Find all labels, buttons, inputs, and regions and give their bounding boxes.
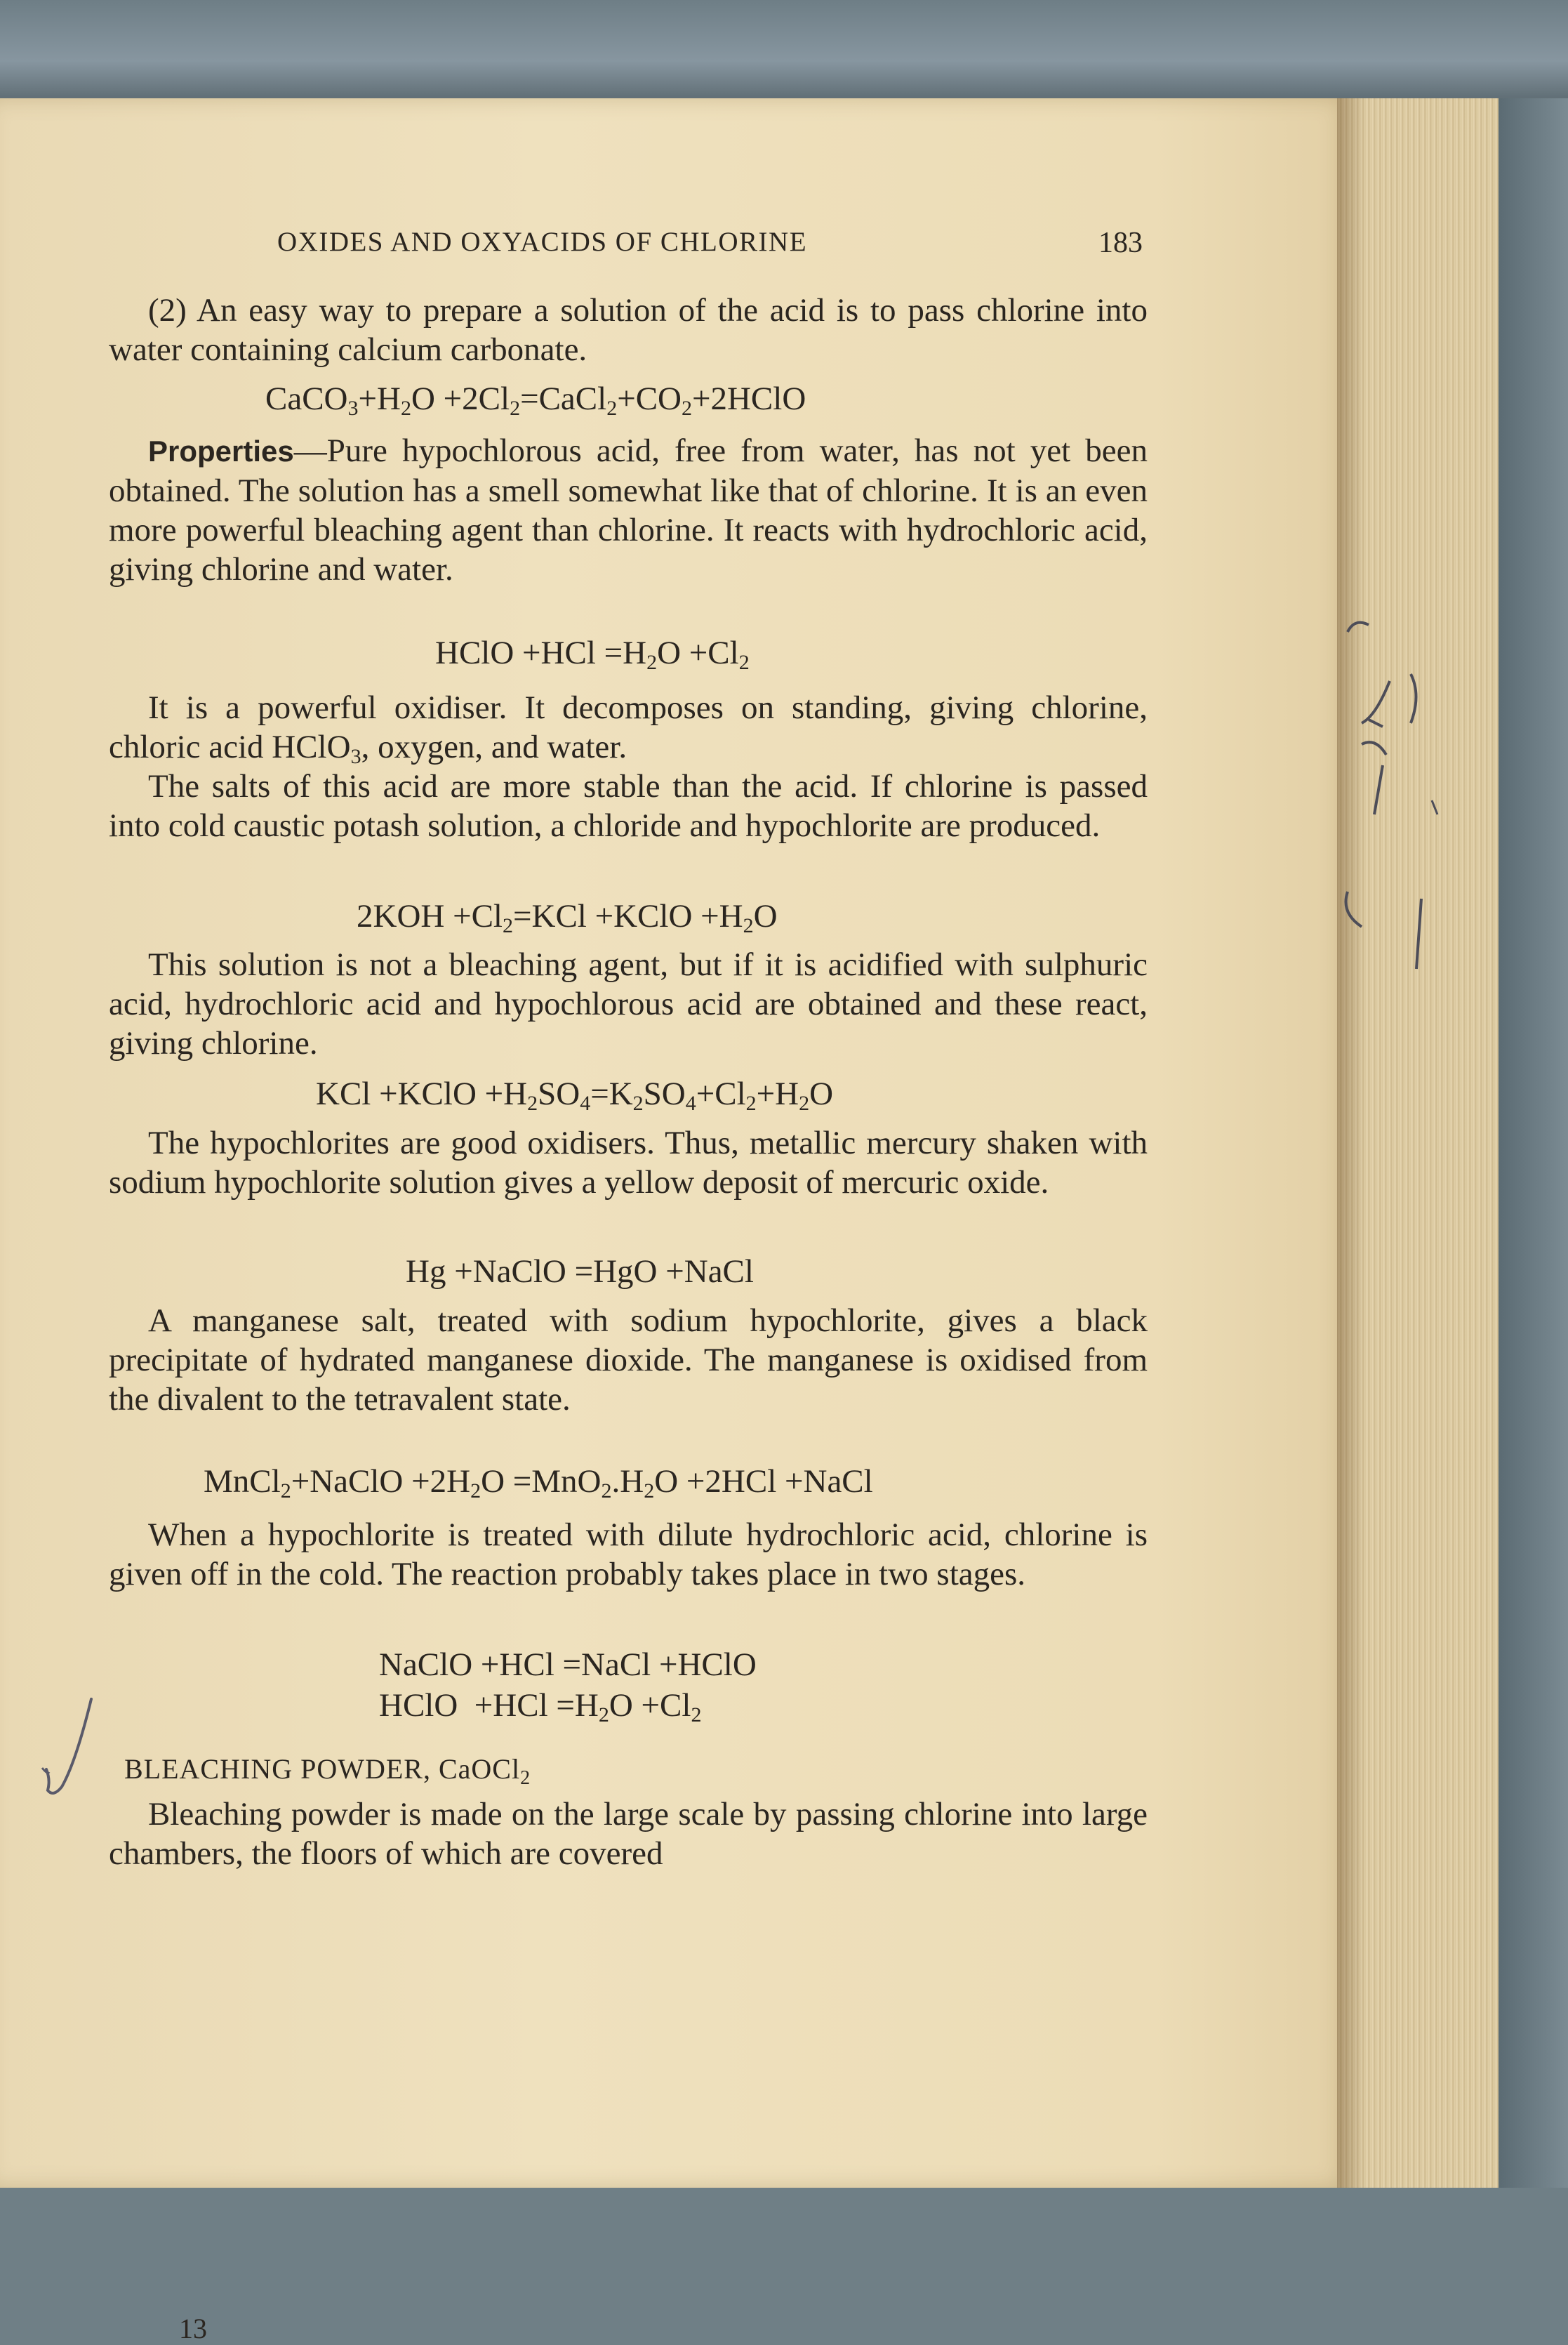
paragraph-1: (2) An easy way to prepare a solution of the acid is to pass chlorine into water containing calcium carbonate. (109, 292, 1148, 368)
cover-board-right (1499, 98, 1568, 2188)
paragraph-3: It is a powerful oxidiser. It decomposes on standing, giving chlorine, chloric acid HClO$_3$, oxygen, and water. (109, 689, 1148, 768)
equation-7a: NaClO +HCl =NaCl +HClO (379, 1646, 757, 1683)
paragraph-5: This solution is not a bleaching agent, but if it is acidified with sulphuric acid, hydrochloric acid and hypochlorous acid are obtained and these react, giving chlorine. (109, 946, 1148, 1062)
page-number: 183 (1098, 227, 1143, 259)
equation-7b: HClO $+HCl =H_2O +Cl_2$ (379, 1687, 702, 1726)
pencil-check-mark-icon (27, 1685, 104, 1804)
equation-3: $2KOH +Cl_2=KCl$ +KClO $+H_2O$ (357, 898, 778, 937)
paragraph-7: A manganese salt, treated with sodium hypochlorite, gives a black precipitate of hydrated manganese dioxide. The manganese is oxidised from the divalent to the tetravalent state. (109, 1302, 1148, 1418)
properties-lead: Properties (148, 435, 294, 468)
paragraph-9: Bleaching powder is made on the large scale by passing chlorine into large chambers, the floors of which are covered (109, 1796, 1148, 1872)
running-title: OXIDES AND OXYACIDS OF CHLORINE (277, 227, 808, 257)
paragraph-6: The hypochlorites are good oxidisers. Thus, metallic mercury shaken with sodium hypochlorite solution gives a yellow deposit of mercuric oxide. (109, 1125, 1148, 1201)
paragraph-2: Properties—Pure hypochlorous acid, free from water, has not yet been obtained. The solution has a smell somewhat like that of chlorine. It is an even more powerful bleaching agent than chlorine. It reacts with hydrochloric acid, giving chlorine and water. (109, 432, 1148, 588)
paragraph-4: The salts of this acid are more stable than the acid. If chlorine is passed into cold caustic potash solution, a chloride and hypochlorite are produced. (109, 768, 1148, 844)
gutter-shadow (1337, 98, 1365, 2188)
signature-mark: 13 (179, 2313, 207, 2344)
equation-2: HClO $+HCl =H_2O +Cl_2$ (435, 635, 750, 674)
paragraph-8: When a hypochlorite is treated with dilute hydrochloric acid, chlorine is given off in the cold. The reaction probably takes place in two stages. (109, 1517, 1148, 1592)
cover-top-edge (0, 0, 1568, 102)
equation-6: MnCl$_2$+NaClO $+2H_2O =MnO_2.H_2O +2HCl$ +NaCl (204, 1463, 873, 1502)
equation-4: KCl +KClO $+H_2SO_4=K_2SO_4+Cl_2+H_2O$ (316, 1076, 834, 1115)
pencil-marks-icon (1334, 604, 1460, 1025)
equation-5: Hg +NaClO =HgO +NaCl (406, 1253, 754, 1290)
section-heading: BLEACHING POWDER, CaOCl$_2$ (124, 1753, 531, 1789)
equation-1: $CaCO_3+H_2O$ $+2Cl_2=CaCl_2+CO_2+2HClO$ (265, 381, 806, 420)
